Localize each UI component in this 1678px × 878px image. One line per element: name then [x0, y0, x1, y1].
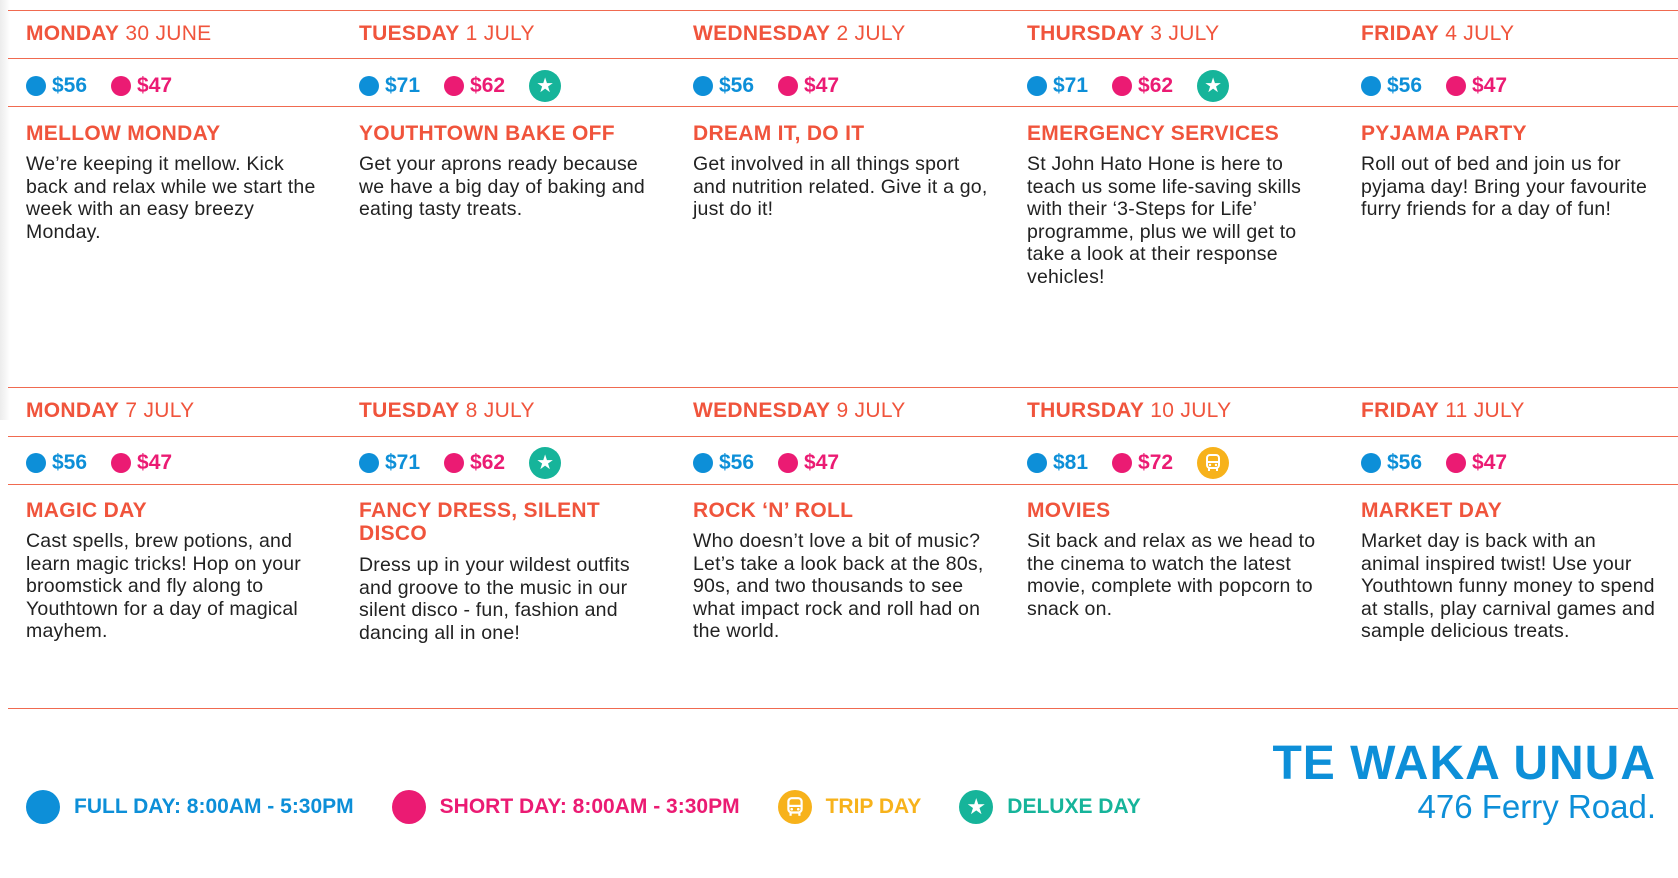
full-day-dot [693, 453, 713, 473]
short-day-price: $62 [470, 451, 506, 474]
activity-description: We’re keeping it mellow. Kick back and relax while we start the week with an easy breezy Monday. [26, 153, 316, 243]
bus-icon [1197, 447, 1229, 479]
activity-description: Market day is back with an animal inspired twist! Use your Youthtown funny money to spend at stalls, play carnival games and sample delicious treats. [1361, 530, 1656, 642]
short-day-dot [1446, 453, 1466, 473]
day-heading: WEDNESDAY 9 JULY [693, 399, 906, 422]
activity-description: Dress up in your wildest outfits and groove to the music in our silent disco - fun, fashion and dancing all in one! [359, 554, 630, 644]
divider-line [8, 58, 1678, 59]
day-heading: FRIDAY 4 JULY [1361, 22, 1515, 45]
full-day-dot [693, 76, 713, 96]
activity-description: St John Hato Hone is here to teach us some life-saving skills with their ‘3-Steps for Life’ programme, plus we will get to take a look at their response vehicles! [1027, 153, 1302, 288]
day-heading: MONDAY 30 JUNE [26, 22, 212, 45]
day-heading: THURSDAY 10 JULY [1027, 399, 1232, 422]
short-day-dot [778, 76, 798, 96]
star-icon: ★ [1197, 70, 1229, 102]
full-day-dot [1361, 453, 1381, 473]
short-day-dot [111, 453, 131, 473]
full-day-price: $71 [385, 451, 421, 474]
divider-line [8, 10, 1678, 11]
full-day-price: $56 [1387, 74, 1423, 97]
day-heading: FRIDAY 11 JULY [1361, 399, 1525, 422]
activity-title: YOUTHTOWN BAKE OFF [359, 122, 615, 145]
activity-title: PYJAMA PARTY [1361, 122, 1527, 145]
full-day-dot [26, 453, 46, 473]
full-day-price: $81 [1053, 451, 1089, 474]
full-day-price: $71 [385, 74, 421, 97]
activity-title: MELLOW MONDAY [26, 122, 221, 145]
full-day-dot [26, 76, 46, 96]
short-day-price: $47 [1472, 74, 1508, 97]
divider-line [8, 708, 1678, 709]
full-day-legend-dot [26, 790, 60, 824]
price-row [1027, 448, 1229, 478]
activity-description: Who doesn’t love a bit of music? Let’s take a look back at the 80s, 90s, and two thousands to see what impact rock and roll had on the world. [693, 530, 984, 642]
activity-description: Get your aprons ready because we have a big day of baking and eating tasty treats. [359, 153, 645, 220]
short-day-price: $62 [1138, 74, 1174, 97]
short-day-price: $72 [1138, 451, 1174, 474]
price-row [1027, 71, 1229, 101]
price-row [1361, 448, 1531, 478]
activity-title: DREAM IT, DO IT [693, 122, 865, 145]
full-day-price: $56 [1387, 451, 1423, 474]
price-row [359, 71, 561, 101]
venue-name: TE WAKA UNUA [1272, 737, 1656, 790]
full-day-dot [1361, 76, 1381, 96]
venue-address: 476 Ferry Road. [1417, 788, 1656, 825]
activity-title: MOVIES [1027, 499, 1111, 522]
full-day-legend-label: FULL DAY: 8:00AM - 5:30PM [74, 795, 354, 818]
price-row [1361, 71, 1531, 101]
activity-title: MARKET DAY [1361, 499, 1503, 522]
price-row [26, 71, 196, 101]
price-row [693, 71, 863, 101]
day-heading: THURSDAY 3 JULY [1027, 22, 1220, 45]
full-day-dot [1027, 453, 1047, 473]
short-day-legend-label: SHORT DAY: 8:00AM - 3:30PM [439, 795, 740, 818]
star-icon: ★ [529, 70, 561, 102]
short-day-dot [1446, 76, 1466, 96]
star-icon: ★ [959, 790, 993, 824]
divider-line [8, 484, 1678, 485]
trip-day-legend-label: TRIP DAY [825, 795, 922, 818]
short-day-dot [1112, 76, 1132, 96]
activity-title: EMERGENCY SERVICES [1027, 122, 1280, 145]
price-row [26, 448, 196, 478]
day-heading: MONDAY 7 JULY [26, 399, 195, 422]
short-day-price: $47 [804, 451, 840, 474]
short-day-dot [111, 76, 131, 96]
activity-title: ROCK ‘N’ ROLL [693, 499, 854, 522]
short-day-price: $47 [137, 451, 173, 474]
divider-line [8, 387, 1678, 388]
activity-title: FANCY DRESS, SILENT DISCO [359, 499, 601, 545]
short-day-dot [444, 453, 464, 473]
short-day-dot [1112, 453, 1132, 473]
short-day-price: $47 [804, 74, 840, 97]
activity-description: Cast spells, brew potions, and learn magic tricks! Hop on your broomstick and fly along to Youthtown for a day of magical mayhem. [26, 530, 301, 642]
deluxe-day-legend-label: DELUXE DAY [1007, 795, 1141, 818]
day-heading: TUESDAY 8 JULY [359, 399, 535, 422]
short-day-price: $47 [1472, 451, 1508, 474]
activity-title: MAGIC DAY [26, 499, 147, 522]
day-heading: TUESDAY 1 JULY [359, 22, 535, 45]
full-day-dot [359, 76, 379, 96]
short-day-price: $62 [470, 74, 506, 97]
short-day-dot [444, 76, 464, 96]
full-day-dot [359, 453, 379, 473]
day-heading: WEDNESDAY 2 JULY [693, 22, 906, 45]
full-day-price: $56 [719, 74, 755, 97]
full-day-price: $56 [52, 451, 88, 474]
activity-description: Roll out of bed and join us for pyjama day! Bring your favourite furry friends for a day of fun! [1361, 153, 1648, 220]
price-row [359, 448, 561, 478]
short-day-dot [778, 453, 798, 473]
divider-line [8, 436, 1678, 437]
full-day-price: $56 [719, 451, 755, 474]
activity-description: Sit back and relax as we head to the cinema to watch the latest movie, complete with popcorn to snack on. [1027, 530, 1316, 620]
price-row [693, 448, 863, 478]
legend [26, 790, 1179, 824]
activity-description: Get involved in all things sport and nutrition related. Give it a go, just do it! [693, 153, 988, 220]
bus-icon [778, 790, 812, 824]
full-day-dot [1027, 76, 1047, 96]
full-day-price: $56 [52, 74, 88, 97]
page-edge-shadow [0, 0, 10, 420]
short-day-legend-dot [392, 790, 426, 824]
star-icon: ★ [529, 447, 561, 479]
full-day-price: $71 [1053, 74, 1089, 97]
short-day-price: $47 [137, 74, 173, 97]
divider-line [8, 106, 1678, 107]
